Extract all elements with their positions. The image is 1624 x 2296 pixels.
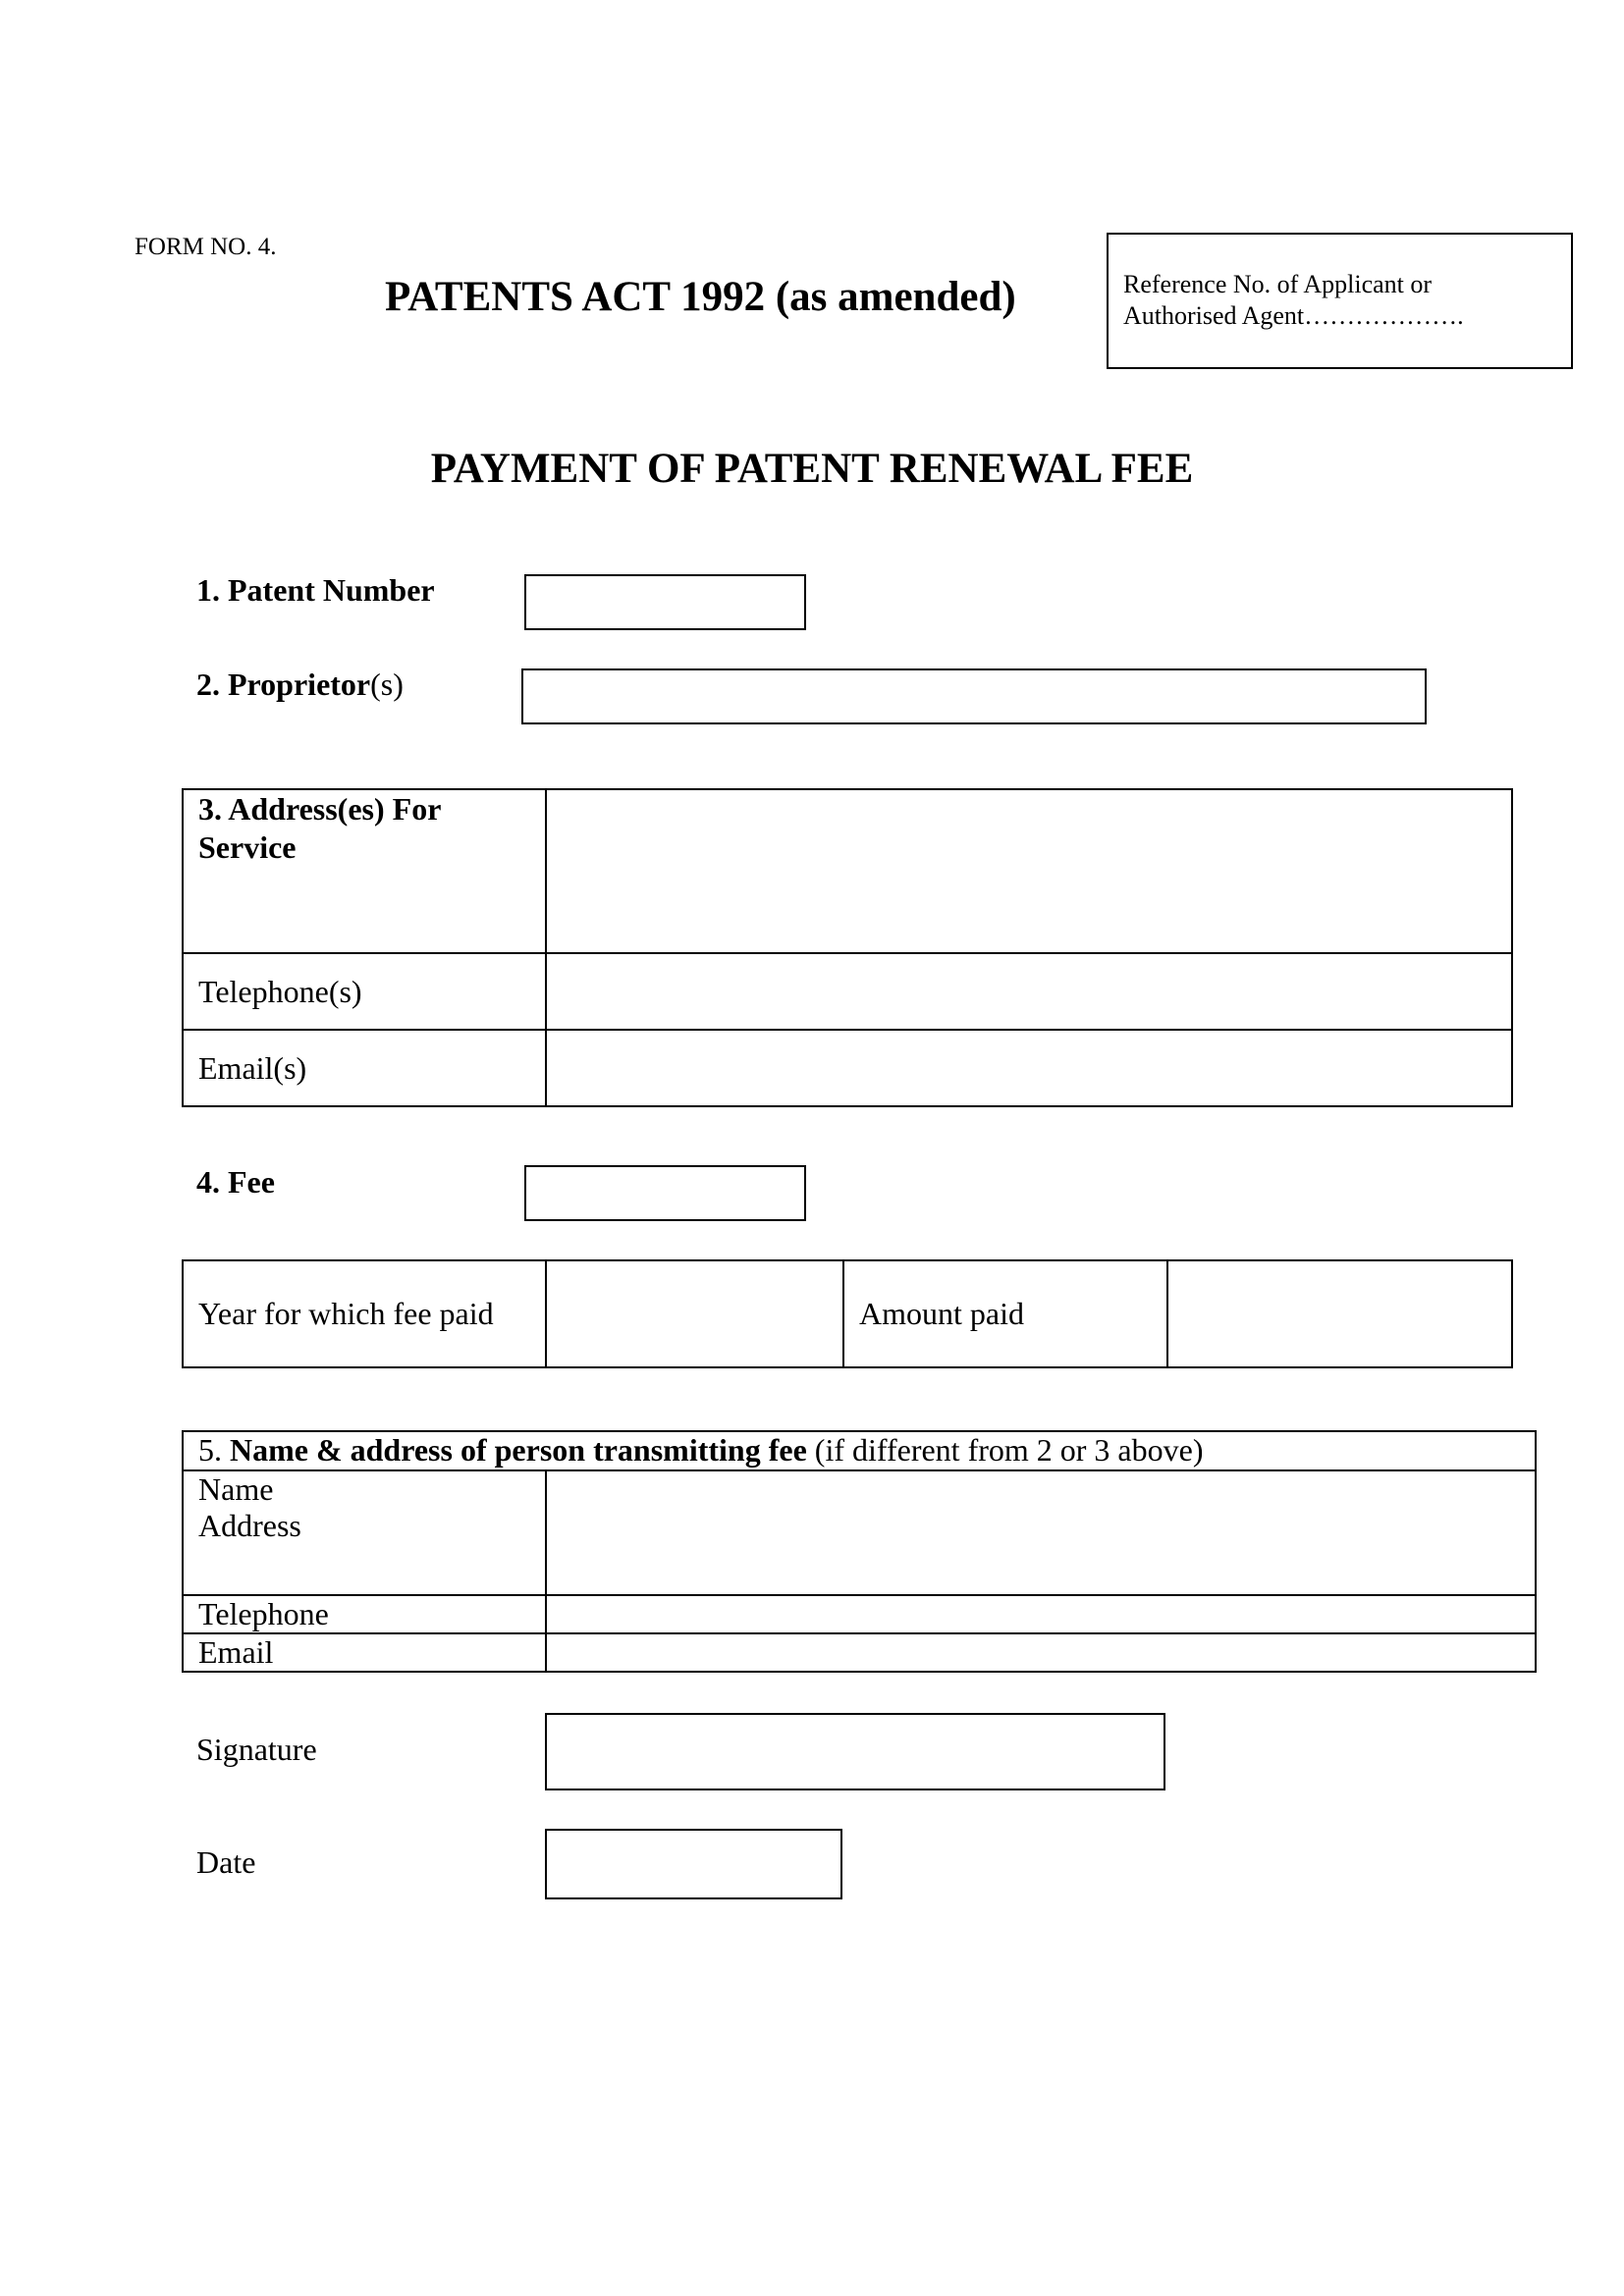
date-label: Date bbox=[196, 1844, 256, 1880]
page-title: PAYMENT OF PATENT RENEWAL FEE bbox=[430, 446, 1194, 492]
transmitter-telephone-label: Telephone bbox=[183, 1595, 546, 1633]
transmitter-header-note: (if different from 2 or 3 above) bbox=[806, 1432, 1204, 1468]
transmitter-name-label: Name bbox=[198, 1471, 274, 1507]
amount-paid-label: Amount paid bbox=[843, 1260, 1167, 1367]
transmitter-name-address-field[interactable] bbox=[546, 1470, 1536, 1595]
proprietor-field[interactable] bbox=[521, 668, 1427, 724]
telephone-field[interactable] bbox=[546, 953, 1512, 1030]
patent-number-label: 1. Patent Number bbox=[196, 572, 435, 608]
transmitter-table bbox=[182, 1430, 1537, 1673]
transmitter-header-bold: Name & address of person transmitting fee bbox=[230, 1432, 807, 1468]
reference-line-1: Reference No. of Applicant or bbox=[1123, 270, 1433, 298]
date-field[interactable] bbox=[545, 1829, 842, 1899]
transmitter-email-field[interactable] bbox=[546, 1633, 1536, 1672]
email-label: Email(s) bbox=[183, 1030, 546, 1106]
transmitter-header: 5. Name & address of person transmitting fee (if different from 2 or 3 above) bbox=[183, 1431, 1536, 1470]
transmitter-email-label: Email bbox=[183, 1633, 546, 1672]
address-for-service-table bbox=[182, 788, 1513, 1107]
patent-number-field[interactable] bbox=[524, 574, 806, 630]
address-for-service-label: 3. Address(es) For Service bbox=[183, 789, 546, 953]
fee-details-table bbox=[182, 1259, 1513, 1368]
reference-box[interactable] bbox=[1107, 233, 1573, 369]
reference-line-2: Authorised Agent………………. bbox=[1123, 301, 1464, 330]
transmitter-name-address-label bbox=[183, 1470, 546, 1595]
act-title: PATENTS ACT 1992 (as amended) bbox=[385, 274, 1016, 320]
transmitter-telephone-field[interactable] bbox=[546, 1595, 1536, 1633]
proprietor-label bbox=[196, 667, 404, 703]
proprietor-label-bold: 2. Proprietor bbox=[196, 667, 371, 702]
address-for-service-field[interactable] bbox=[546, 789, 1512, 953]
year-paid-field[interactable] bbox=[546, 1260, 843, 1367]
fee-field[interactable] bbox=[524, 1165, 806, 1221]
form-number: FORM NO. 4. bbox=[135, 234, 277, 260]
fee-label: 4. Fee bbox=[196, 1164, 275, 1200]
email-field[interactable] bbox=[546, 1030, 1512, 1106]
amount-paid-field[interactable] bbox=[1167, 1260, 1512, 1367]
proprietor-label-suffix: (s) bbox=[370, 667, 404, 702]
telephone-label: Telephone(s) bbox=[183, 953, 546, 1030]
year-paid-label: Year for which fee paid bbox=[183, 1260, 546, 1367]
transmitter-address-label: Address bbox=[198, 1508, 301, 1543]
signature-field[interactable] bbox=[545, 1713, 1165, 1790]
signature-label: Signature bbox=[196, 1732, 317, 1767]
